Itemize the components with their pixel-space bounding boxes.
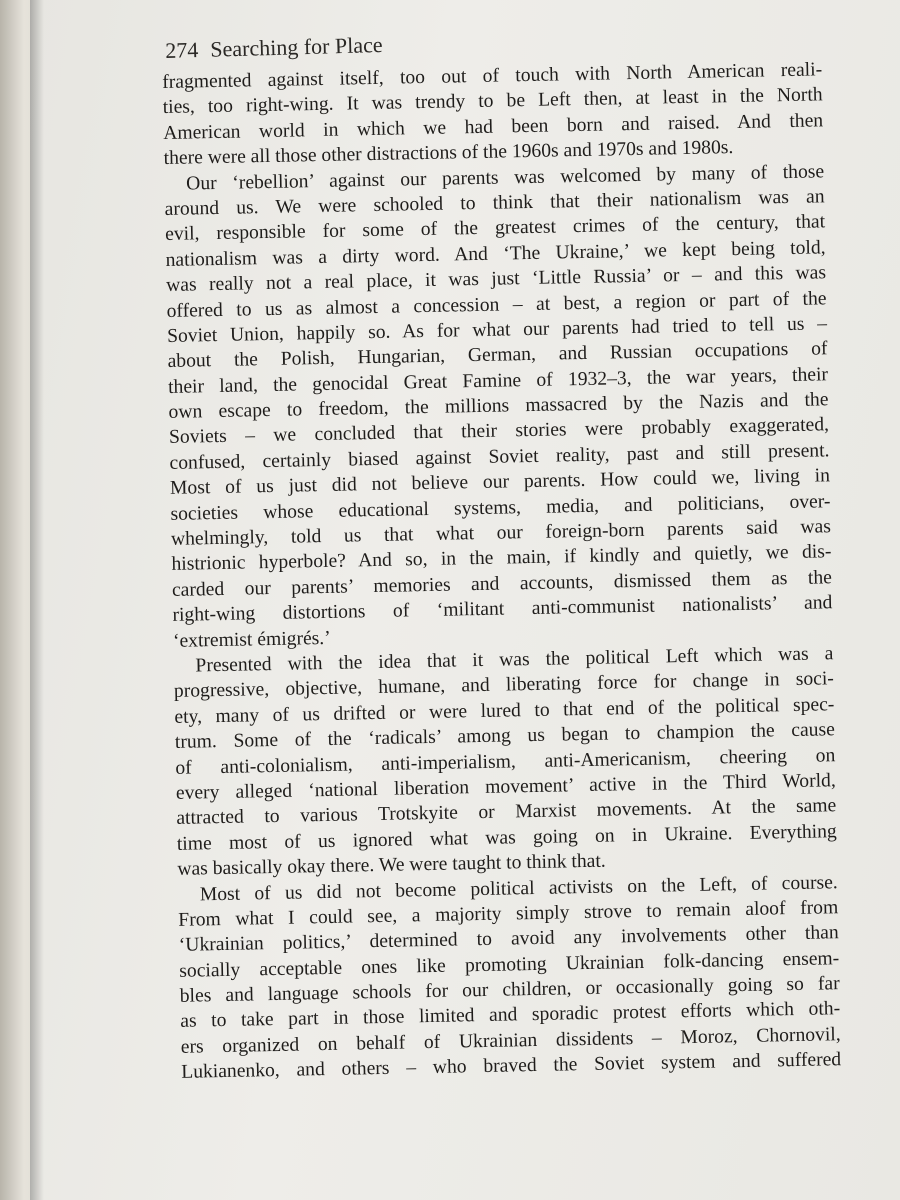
text-line: their land, the genocidal Great Famine of 1932–3, the war years, their xyxy=(167,363,829,398)
text-line: ety, many of us drifted or were lured to that end of the political spec- xyxy=(174,693,835,728)
text-line: ers organized on behalf of Ukrainian dissidents – Moroz, Chornovil, xyxy=(180,1023,841,1058)
text-line: time most of us ignored what was going on in Ukraine. Everything xyxy=(176,820,837,855)
text-line: societies whose educational systems, media, and politicians, over- xyxy=(170,490,831,525)
text-line: Our ‘rebellion’ against our parents was welcomed by many of those xyxy=(185,160,825,195)
text-line: as to take part in those limited and sporadic protest efforts which oth- xyxy=(180,998,841,1033)
text-line: Most of us just did not believe our parents. How could we, living in xyxy=(169,465,831,500)
text-line: every alleged ‘national liberation movement’ active in the Third World, xyxy=(175,770,836,804)
text-line: trum. Some of the ‘radicals’ among us began to champion the cause xyxy=(174,719,835,754)
text-line: Soviet Union, happily so. As for what our parents had tried to tell us – xyxy=(166,313,828,347)
text-line: nationalism was a dirty word. And ‘The Ukraine,’ we kept being told, xyxy=(165,237,826,271)
book-page xyxy=(30,0,900,1200)
running-title: Searching for Place xyxy=(209,31,383,62)
text-line: Most of us did not become political activists on the Left, of course. xyxy=(199,871,838,905)
text-line: histrionic hyperbole? And so, in the main, if kindly and quietly, we dis- xyxy=(171,541,832,576)
text-line: evil, responsible for some of the greatest crimes of the century, that xyxy=(164,211,826,246)
text-line: carded our parents’ memories and accounts, dismissed them as the xyxy=(171,567,833,601)
text-line: American world in which we had been born and raised. And then xyxy=(163,110,824,144)
page-number: 274 xyxy=(165,37,199,63)
text-line: confused, certainly biased against Soviet reality, past and still present. xyxy=(169,440,830,474)
text-line: Presented with the idea that it was the political Left which was a xyxy=(195,643,834,677)
text-line: Soviets – we concluded that their stories were probably exaggerated, xyxy=(168,414,830,449)
text-line: was really not a real place, it was just ‘Little Russia’ or – and this was xyxy=(165,262,827,297)
text-line: bles and language schools for our children, or occasionally going so far xyxy=(179,973,840,1007)
body-text xyxy=(162,57,841,1085)
text-line: of anti-colonialism, anti-imperialism, anti-Americanism, cheering on xyxy=(175,744,836,779)
text-line: Lukianenko, and others – who braved the Soviet system and suffered xyxy=(181,1049,842,1084)
text-line: own escape to freedom, the millions massacred by the Nazis and the xyxy=(168,389,829,424)
text-line: ‘extremist émigrés.’ xyxy=(172,627,331,652)
text-line: offered to us as almost a concession – at best, a region or part of the xyxy=(166,287,827,322)
text-line: fragmented against itself, too out of touch with North American reali- xyxy=(162,59,823,93)
text-line: was basically okay there. We were taught to think that. xyxy=(177,850,606,880)
text-line: socially acceptable ones like promoting Ukrainian folk-dancing ensem- xyxy=(179,947,840,982)
text-line: attracted to various Trotskyite or Marxist movements. At the same xyxy=(176,795,837,830)
text-line: progressive, objective, humane, and liberating force for change in soci- xyxy=(173,668,835,703)
text-line: From what I could see, a majority simply strove to remain aloof from xyxy=(178,897,839,931)
running-header xyxy=(165,32,383,64)
text-line: whelmingly, told us that what our foreign-born parents said was xyxy=(170,516,832,550)
text-line: around us. We were schooled to think that their nationalism was an xyxy=(164,186,825,220)
text-line: ties, too right-wing. It was trendy to be Left then, at least in the North xyxy=(162,84,823,119)
text-line: ‘Ukrainian politics,’ determined to avoid any involvements other than xyxy=(178,922,839,957)
text-line: there were all those other distractions of the 1960s and 1970s and 1980s. xyxy=(163,137,734,170)
text-line: right-wing distortions of ‘militant anti-communist nationalists’ and xyxy=(172,592,833,627)
text-line: about the Polish, Hungarian, German, and Russian occupations of xyxy=(167,338,828,373)
